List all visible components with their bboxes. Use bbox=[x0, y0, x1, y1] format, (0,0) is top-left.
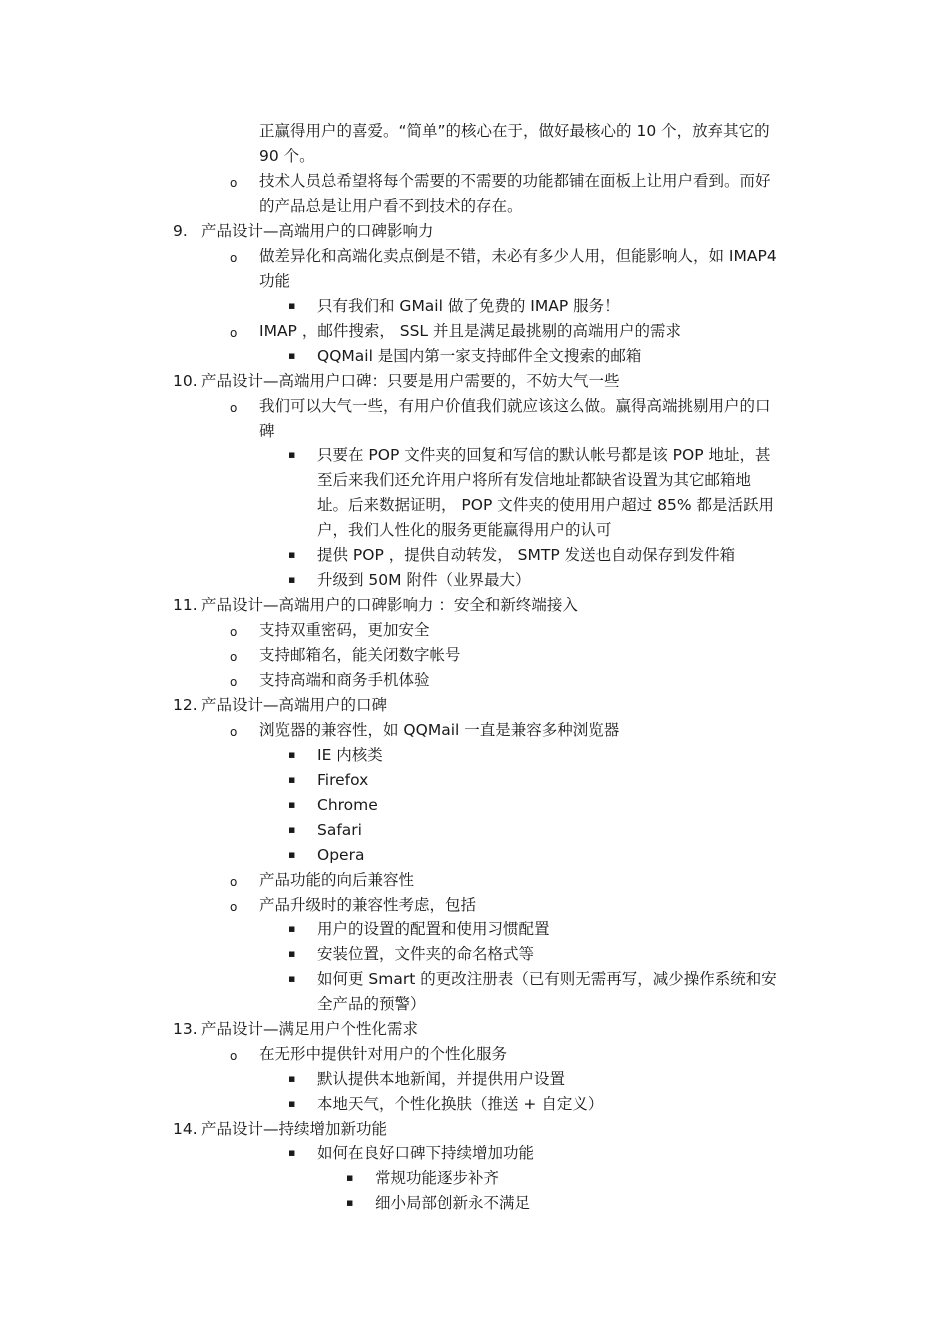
square-bullet-icon: ▪ bbox=[346, 1196, 354, 1209]
circle-bullet-icon: o bbox=[230, 900, 238, 914]
circle-bullet-icon: o bbox=[230, 326, 238, 340]
square-bullet-icon: ▪ bbox=[288, 922, 296, 935]
square-bullet-icon: ▪ bbox=[346, 1171, 354, 1184]
list-number: 10. bbox=[173, 372, 198, 390]
square-bullet-icon: ▪ bbox=[288, 972, 296, 985]
text-line: 功能 bbox=[259, 272, 291, 290]
text-line: 细小局部创新永不满足 bbox=[375, 1194, 531, 1212]
text-line: 支持高端和商务手机体验 bbox=[259, 671, 430, 689]
square-bullet-icon: ▪ bbox=[288, 1072, 296, 1085]
text-line: Opera bbox=[317, 846, 365, 864]
text-line: 在无形中提供针对用户的个性化服务 bbox=[259, 1045, 508, 1063]
square-bullet-icon: ▪ bbox=[288, 349, 296, 362]
text-line: 至后来我们还允许用户将所有发信地址都缺省设置为其它邮箱地 bbox=[317, 471, 752, 489]
text-line: 如何在良好口碑下持续增加功能 bbox=[317, 1144, 535, 1162]
text-line: 户，我们人性化的服务更能赢得用户的认可 bbox=[317, 521, 612, 539]
text-line: 的产品总是让用户看不到技术的存在。 bbox=[259, 197, 523, 215]
square-bullet-icon: ▪ bbox=[288, 573, 296, 586]
text-line: 技术人员总希望将每个需要的不需要的功能都铺在面板上让用户看到。而好 bbox=[259, 172, 771, 190]
section-heading: 产品设计—持续增加新功能 bbox=[201, 1120, 388, 1138]
text-line: 碑 bbox=[259, 422, 275, 440]
text-line: 默认提供本地新闻，并提供用户设置 bbox=[317, 1070, 566, 1088]
text-line: 产品升级时的兼容性考虑，包括 bbox=[259, 896, 477, 914]
square-bullet-icon: ▪ bbox=[288, 848, 296, 861]
list-number: 9. bbox=[173, 222, 188, 240]
section-heading: 产品设计—满足用户个性化需求 bbox=[201, 1020, 419, 1038]
circle-bullet-icon: o bbox=[230, 1049, 238, 1063]
text-line: 用户的设置的配置和使用习惯配置 bbox=[317, 920, 550, 938]
circle-bullet-icon: o bbox=[230, 725, 238, 739]
text-line: QQMail 是国内第一家支持邮件全文搜索的邮箱 bbox=[317, 347, 642, 365]
square-bullet-icon: ▪ bbox=[288, 1146, 296, 1159]
circle-bullet-icon: o bbox=[230, 176, 238, 190]
text-line: IE 内核类 bbox=[317, 746, 383, 764]
square-bullet-icon: ▪ bbox=[288, 448, 296, 461]
circle-bullet-icon: o bbox=[230, 251, 238, 265]
text-line: Firefox bbox=[317, 771, 369, 789]
text-line: Chrome bbox=[317, 796, 378, 814]
text-line: 全产品的预警） bbox=[317, 995, 426, 1013]
text-line: 本地天气，个性化换肤（推送 + 自定义） bbox=[317, 1095, 604, 1113]
text-line: 做差异化和高端化卖点倒是不错，未必有多少人用，但能影响人，如 IMAP4 bbox=[259, 247, 777, 265]
list-number: 13. bbox=[173, 1020, 198, 1038]
text-line: 正赢得用户的喜爱。“简单”的核心在于，做好最核心的 10 个，放弃其它的 bbox=[259, 122, 770, 140]
text-line: Safari bbox=[317, 821, 362, 839]
text-line: 支持邮箱名，能关闭数字帐号 bbox=[259, 646, 461, 664]
circle-bullet-icon: o bbox=[230, 401, 238, 415]
section-heading: 产品设计—高端用户的口碑影响力 bbox=[201, 222, 434, 240]
square-bullet-icon: ▪ bbox=[288, 947, 296, 960]
text-line: 90 个。 bbox=[259, 147, 315, 165]
text-line: 常规功能逐步补齐 bbox=[375, 1169, 500, 1187]
text-line: 只有我们和 GMail 做了免费的 IMAP 服务！ bbox=[317, 297, 620, 315]
text-line: 升级到 50M 附件（业界最大） bbox=[317, 571, 531, 589]
text-line: 提供 POP ，提供自动转发， SMTP 发送也自动保存到发件箱 bbox=[317, 546, 736, 564]
text-line: 产品功能的向后兼容性 bbox=[259, 871, 415, 889]
circle-bullet-icon: o bbox=[230, 625, 238, 639]
square-bullet-icon: ▪ bbox=[288, 1097, 296, 1110]
circle-bullet-icon: o bbox=[230, 650, 238, 664]
circle-bullet-icon: o bbox=[230, 875, 238, 889]
text-line: 安装位置，文件夹的命名格式等 bbox=[317, 945, 535, 963]
square-bullet-icon: ▪ bbox=[288, 748, 296, 761]
text-line: IMAP ，邮件搜索， SSL 并且是满足最挑剔的高端用户的需求 bbox=[259, 322, 681, 340]
text-line: 浏览器的兼容性，如 QQMail 一直是兼容多种浏览器 bbox=[259, 721, 620, 739]
text-line: 我们可以大气一些，有用户价值我们就应该这么做。赢得高端挑剔用户的口 bbox=[259, 397, 771, 415]
section-heading: 产品设计—高端用户的口碑 bbox=[201, 696, 388, 714]
text-line: 址。后来数据证明， POP 文件夹的使用用户超过 85% 都是活跃用 bbox=[317, 496, 775, 514]
square-bullet-icon: ▪ bbox=[288, 299, 296, 312]
list-number: 12. bbox=[173, 696, 198, 714]
section-heading: 产品设计—高端用户的口碑影响力 ：安全和新终端接入 bbox=[201, 596, 578, 614]
circle-bullet-icon: o bbox=[230, 675, 238, 689]
list-number: 11. bbox=[173, 596, 198, 614]
section-heading: 产品设计—高端用户口碑：只要是用户需要的，不妨大气一些 bbox=[201, 372, 620, 390]
text-line: 如何更 Smart 的更改注册表（已有则无需再写，减少操作系统和安 bbox=[317, 970, 777, 988]
list-number: 14. bbox=[173, 1120, 198, 1138]
square-bullet-icon: ▪ bbox=[288, 823, 296, 836]
square-bullet-icon: ▪ bbox=[288, 548, 296, 561]
square-bullet-icon: ▪ bbox=[288, 773, 296, 786]
square-bullet-icon: ▪ bbox=[288, 798, 296, 811]
text-line: 只要在 POP 文件夹的回复和写信的默认帐号都是该 POP 地址，甚 bbox=[317, 446, 771, 464]
text-line: 支持双重密码，更加安全 bbox=[259, 621, 430, 639]
